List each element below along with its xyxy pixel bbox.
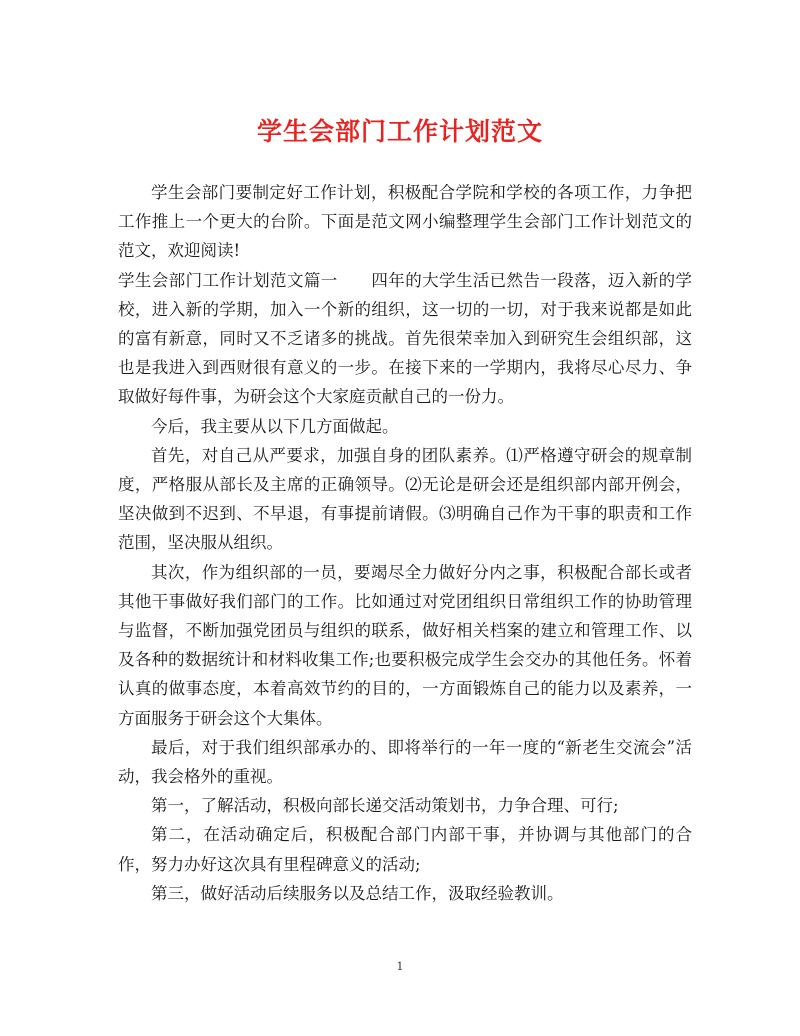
paragraph-plan-one: 学生会部门工作计划范文篇一 四年的大学生活已然告一段落，迈入新的学校，进入新的学期，加入一个新的组织，这一切的一切，对于我来说都是如此的富有新意，同时又不乏诸多的挑战。首先很荣幸加入到研究生会组织部，这也是我进入到西财很有意义的一步。在接下来的一学期内，我将尽心尽力、争取做好每件事，为研会这个大家庭贡献自己的一份力。	[118, 270, 692, 407]
page-number: 1	[396, 960, 404, 973]
list-item-first: 第一，了解活动，积极向部长递交活动策划书，力争合理、可行;	[151, 796, 619, 816]
document-title: 学生会部门工作计划范文	[256, 117, 543, 146]
document-body	[118, 178, 692, 908]
paragraph-first: 首先，对自己从严要求，加强自身的团队素养。⑴严格遵守研会的规章制度，严格服从部长及主席的正确领导。⑵无论是研会还是组织部内部开例会，坚决做到不迟到、不早退，有事提前请假。⑶明确自己作为干事的职责和工作范围，坚决服从组织。	[118, 445, 692, 553]
paragraph-intro: 学生会部门要制定好工作计划，积极配合学院和学校的各项工作，力争把工作推上一个更大的台阶。下面是范文网小编整理学生会部门工作计划范文的范文，欢迎阅读!	[118, 183, 692, 261]
paragraph-last: 最后，对于我们组织部承办的、即将举行的一年一度的“新老生交流会”活动，我会格外的重视。	[118, 737, 692, 787]
list-item-third: 第三，做好活动后续服务以及总结工作，汲取经验教训。	[151, 883, 564, 903]
paragraph-outline: 今后，我主要从以下几方面做起。	[151, 416, 399, 436]
list-item-second: 第二，在活动确定后，积极配合部门内部干事，并协调与其他部门的合作，努力办好这次具有里程碑意义的活动;	[118, 825, 692, 874]
paragraph-second: 其次，作为组织部的一员，要竭尽全力做好分内之事，积极配合部长或者其他干事做好我们部门的工作。比如通过对党团组织日常组织工作的协助管理与监督，不断加强党团员与组织的联系，做好相关档案的建立和管理工作、以及各种的数据统计和材料收集工作;也要积极完成学生会交办的其他任务。怀着认真的做事态度，本着高效节约的目的，一方面锻炼自己的能力以及素养，一方面服务于研会这个大集体。	[118, 562, 692, 728]
